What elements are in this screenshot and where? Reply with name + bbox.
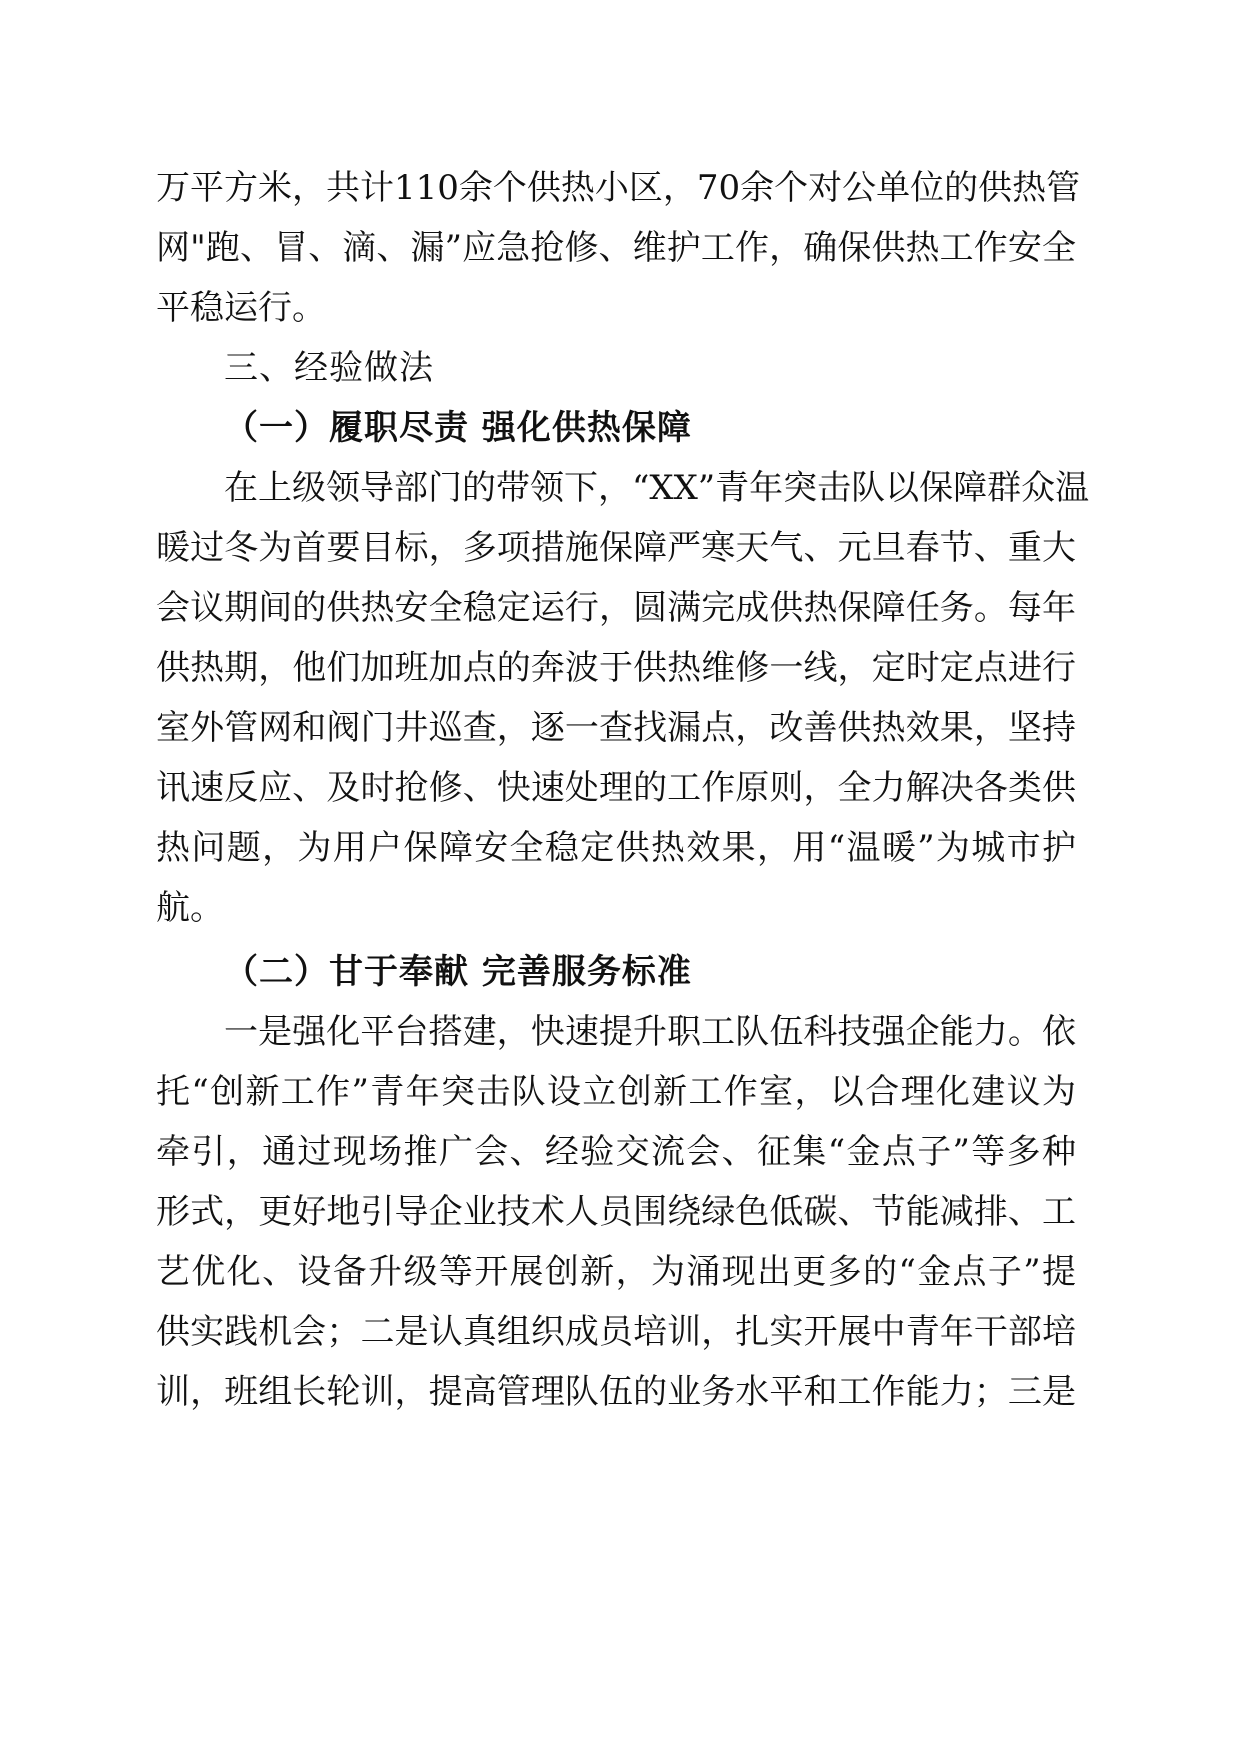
paragraph-line: 牵引，通过现场推广会、经验交流会、征集“金点子”等多种 bbox=[156, 1132, 1076, 1172]
paragraph-line: 托“创新工作”青年突击队设立创新工作室，以合理化建议为 bbox=[156, 1072, 1076, 1112]
paragraph-line: 万平方米，共计110余个供热小区，70余个对公单位的供热管 bbox=[156, 168, 1081, 208]
section-heading: 三、经验做法 bbox=[224, 348, 434, 388]
paragraph-line: 会议期间的供热安全稳定运行，圆满完成供热保障任务。每年 bbox=[156, 588, 1076, 628]
subsection-heading: （二）甘于奉献 完善服务标准 bbox=[224, 952, 692, 992]
paragraph-line: 平稳运行。 bbox=[156, 288, 326, 328]
paragraph-line: 训，班组长轮训，提高管理队伍的业务水平和工作能力；三是 bbox=[156, 1372, 1076, 1412]
paragraph-line: 形式，更好地引导企业技术人员围绕绿色低碳、节能减排、工 bbox=[156, 1192, 1076, 1232]
paragraph-line: 供实践机会；二是认真组织成员培训，扎实开展中青年干部培 bbox=[156, 1312, 1076, 1352]
paragraph-line: 在上级领导部门的带领下，“XX”青年突击队以保障群众温 bbox=[224, 468, 1090, 508]
paragraph-line: 艺优化、设备升级等开展创新，为涌现出更多的“金点子”提 bbox=[156, 1252, 1076, 1292]
paragraph-line: 航。 bbox=[156, 888, 224, 928]
paragraph-line: 讯速反应、及时抢修、快速处理的工作原则，全力解决各类供 bbox=[156, 768, 1076, 808]
paragraph-line: 网"跑、冒、滴、漏”应急抢修、维护工作，确保供热工作安全 bbox=[156, 228, 1076, 268]
paragraph-line: 供热期，他们加班加点的奔波于供热维修一线，定时定点进行 bbox=[156, 648, 1076, 688]
subsection-heading: （一）履职尽责 强化供热保障 bbox=[224, 408, 692, 448]
paragraph-line: 一是强化平台搭建，快速提升职工队伍科技强企能力。依 bbox=[224, 1012, 1076, 1052]
paragraph-line: 室外管网和阀门井巡查，逐一查找漏点，改善供热效果，坚持 bbox=[156, 708, 1076, 748]
paragraph-line: 暖过冬为首要目标，多项措施保障严寒天气、元旦春节、重大 bbox=[156, 528, 1076, 568]
paragraph-line: 热问题，为用户保障安全稳定供热效果，用“温暖”为城市护 bbox=[156, 828, 1076, 868]
